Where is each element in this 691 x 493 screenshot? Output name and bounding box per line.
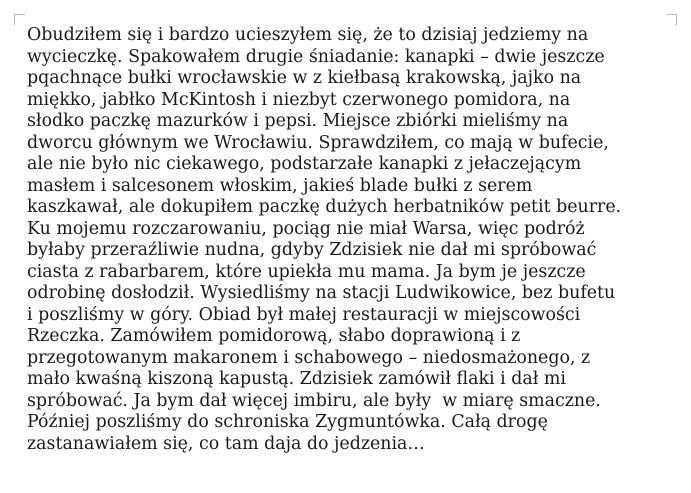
- text-line: masłem i salcesonem włoskim, jakieś blade bułki z serem: [27, 175, 533, 196]
- text-line: dworcu głównym we Wrocławiu. Sprawdziłem, co mają w bufecie,: [27, 132, 609, 153]
- text-line: kaszkawał, ale dokupiłem paczkę dużych herbatników petit beurre.: [27, 197, 622, 217]
- text-line: byłaby przeraźliwie nudna, gdyby Zdzisiek nie dał mi spróbować: [27, 240, 597, 260]
- text-line: Rzeczka. Zamówiłem pomidorową, słabo doprawioną i z: [27, 326, 521, 346]
- text-line: słodko paczkę mazurków i pepsi. Miejsce zbiórki mieliśmy na: [27, 111, 569, 131]
- text-line: Później poszliśmy do schroniska Zygmuntówka. Całą drogę: [27, 412, 548, 432]
- text-line: Ku mojemu rozczarowaniu, pociąg nie miał Warsa, więc podróż: [27, 218, 585, 239]
- text-line: ciasta z rabarbarem, które upiekła mu mama. Ja bym je jeszcze: [27, 261, 586, 282]
- page-corner-mark-top-left: [14, 14, 25, 25]
- text-line: miękko, jabłko McKintosh i niezbyt czerwonego pomidora, na: [27, 89, 571, 110]
- text-line: mało kwaśną kiszoną kapustą. Zdzisiek zamówił flaki i dał mi: [27, 369, 566, 389]
- text-line: i poszliśmy w góry. Obiad był małej restauracji w miejscowości: [27, 304, 581, 325]
- document-paragraph[interactable]: [27, 25, 679, 455]
- page-corner-mark-top-right: [666, 14, 677, 25]
- text-line: wycieczkę. Spakowałem drugie śniadanie: kanapki – dwie jeszcze: [27, 46, 605, 67]
- text-line: zastanawiałem się, co tam daja do jedzenia…: [27, 433, 425, 454]
- text-line: odrobinę dosłodził. Wysiedliśmy na stacji Ludwikowice, bez bufetu: [27, 283, 616, 303]
- text-line: spróbować. Ja bym dał więcej imbiru, ale były w miarę smaczne.: [27, 390, 601, 411]
- text-line: ale nie było nic ciekawego, podstarzałe kanapki z jełaczejącym: [27, 154, 582, 174]
- text-line: przegotowanym makaronem i schabowego – niedosmażonego, z: [27, 347, 591, 368]
- text-line: Obudziłem się i bardzo ucieszyłem się, że to dzisiaj jedziemy na: [27, 25, 589, 45]
- text-line: pqachnące bułki wrocławskie w z kiełbasą krakowską, jajko na: [27, 68, 582, 88]
